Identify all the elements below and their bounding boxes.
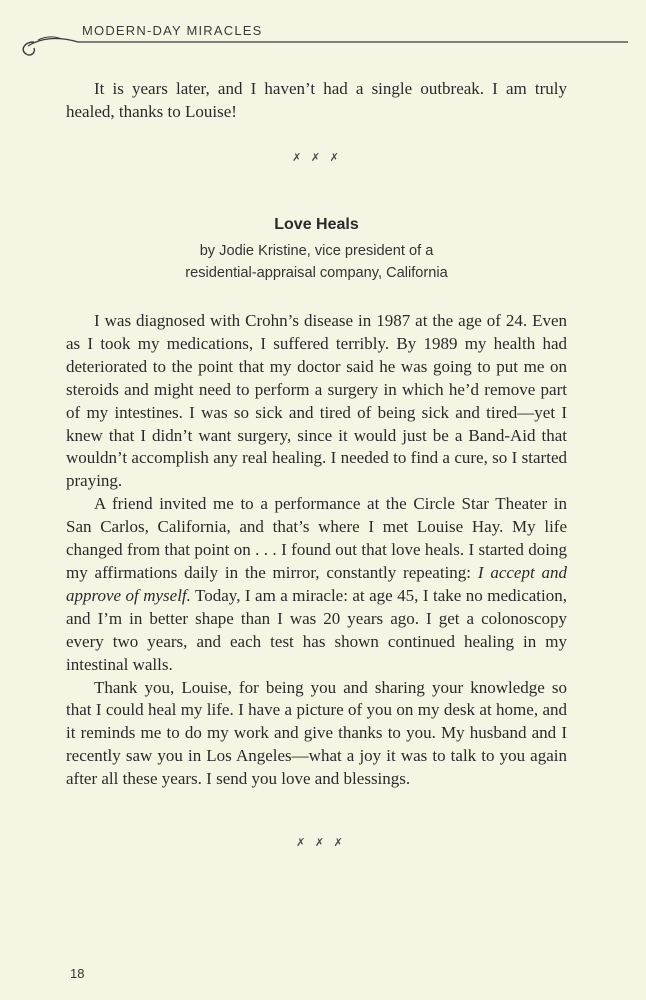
intro-paragraph-block [66,78,567,124]
section-break-ornament: ✗ ✗ ✗ [292,151,342,164]
story-body [66,310,567,791]
intro-paragraph: It is years later, and I haven’t had a single outbreak. I am truly healed, thanks to Louise! [66,79,567,121]
story-paragraph-3: Thank you, Louise, for being you and sharing your knowledge so that I could heal my life. I have a picture of you on my desk at home, and it reminds me to do my work and give thanks to you. My husband and I recently saw you in Los Angeles—what a joy it was to talk to you again after all these years. I send you love and blessings. [66,677,567,789]
paragraph-2-text-b: Today, I am a miracle: at age 45, I take no medication, and I’m in better shape than I was 20 years ago. I get a colonoscopy every two years, and each test has shown continued healing in my intestinal walls. [66,585,567,674]
byline-line-2: residential-appraisal company, California [185,265,448,281]
section-end-ornament: ✗ ✗ ✗ [296,836,346,849]
running-title: MODERN-DAY MIRACLES [82,23,263,38]
byline-line-1: by Jodie Kristine, vice president of a [199,243,434,259]
running-header [18,20,628,60]
page-number: 18 [70,966,85,981]
paragraph-2-text-a: A friend invited me to a performance at the Circle Star Theater in San Carlos, California, and that’s where I met Louise Hay. My life changed from that point on . . . I found out that love heals. I started doing my affirmations daily in the mirror, constantly repeating: [66,494,567,582]
story-paragraph-2 [66,493,567,676]
affirmation-italic: I accept and approve of myself. [66,562,567,605]
story-byline [66,240,567,284]
story-title: Love Heals [274,216,359,233]
story-paragraph-1: I was diagnosed with Crohn’s disease in 1987 at the age of 24. Even as I took my medications, I suffered terribly. By 1989 my health had deteriorated to the point that my doctor said he was going to put me on steroids and might need to perform a surgery in which he’d remove part of my intestines. I was so sick and tired of being sick and tired—yet I knew that I didn’t want surgery, since it would just be a Band-Aid that wouldn’t accomplish any real healing. I needed to find a cure, so I started praying. [66,311,567,491]
